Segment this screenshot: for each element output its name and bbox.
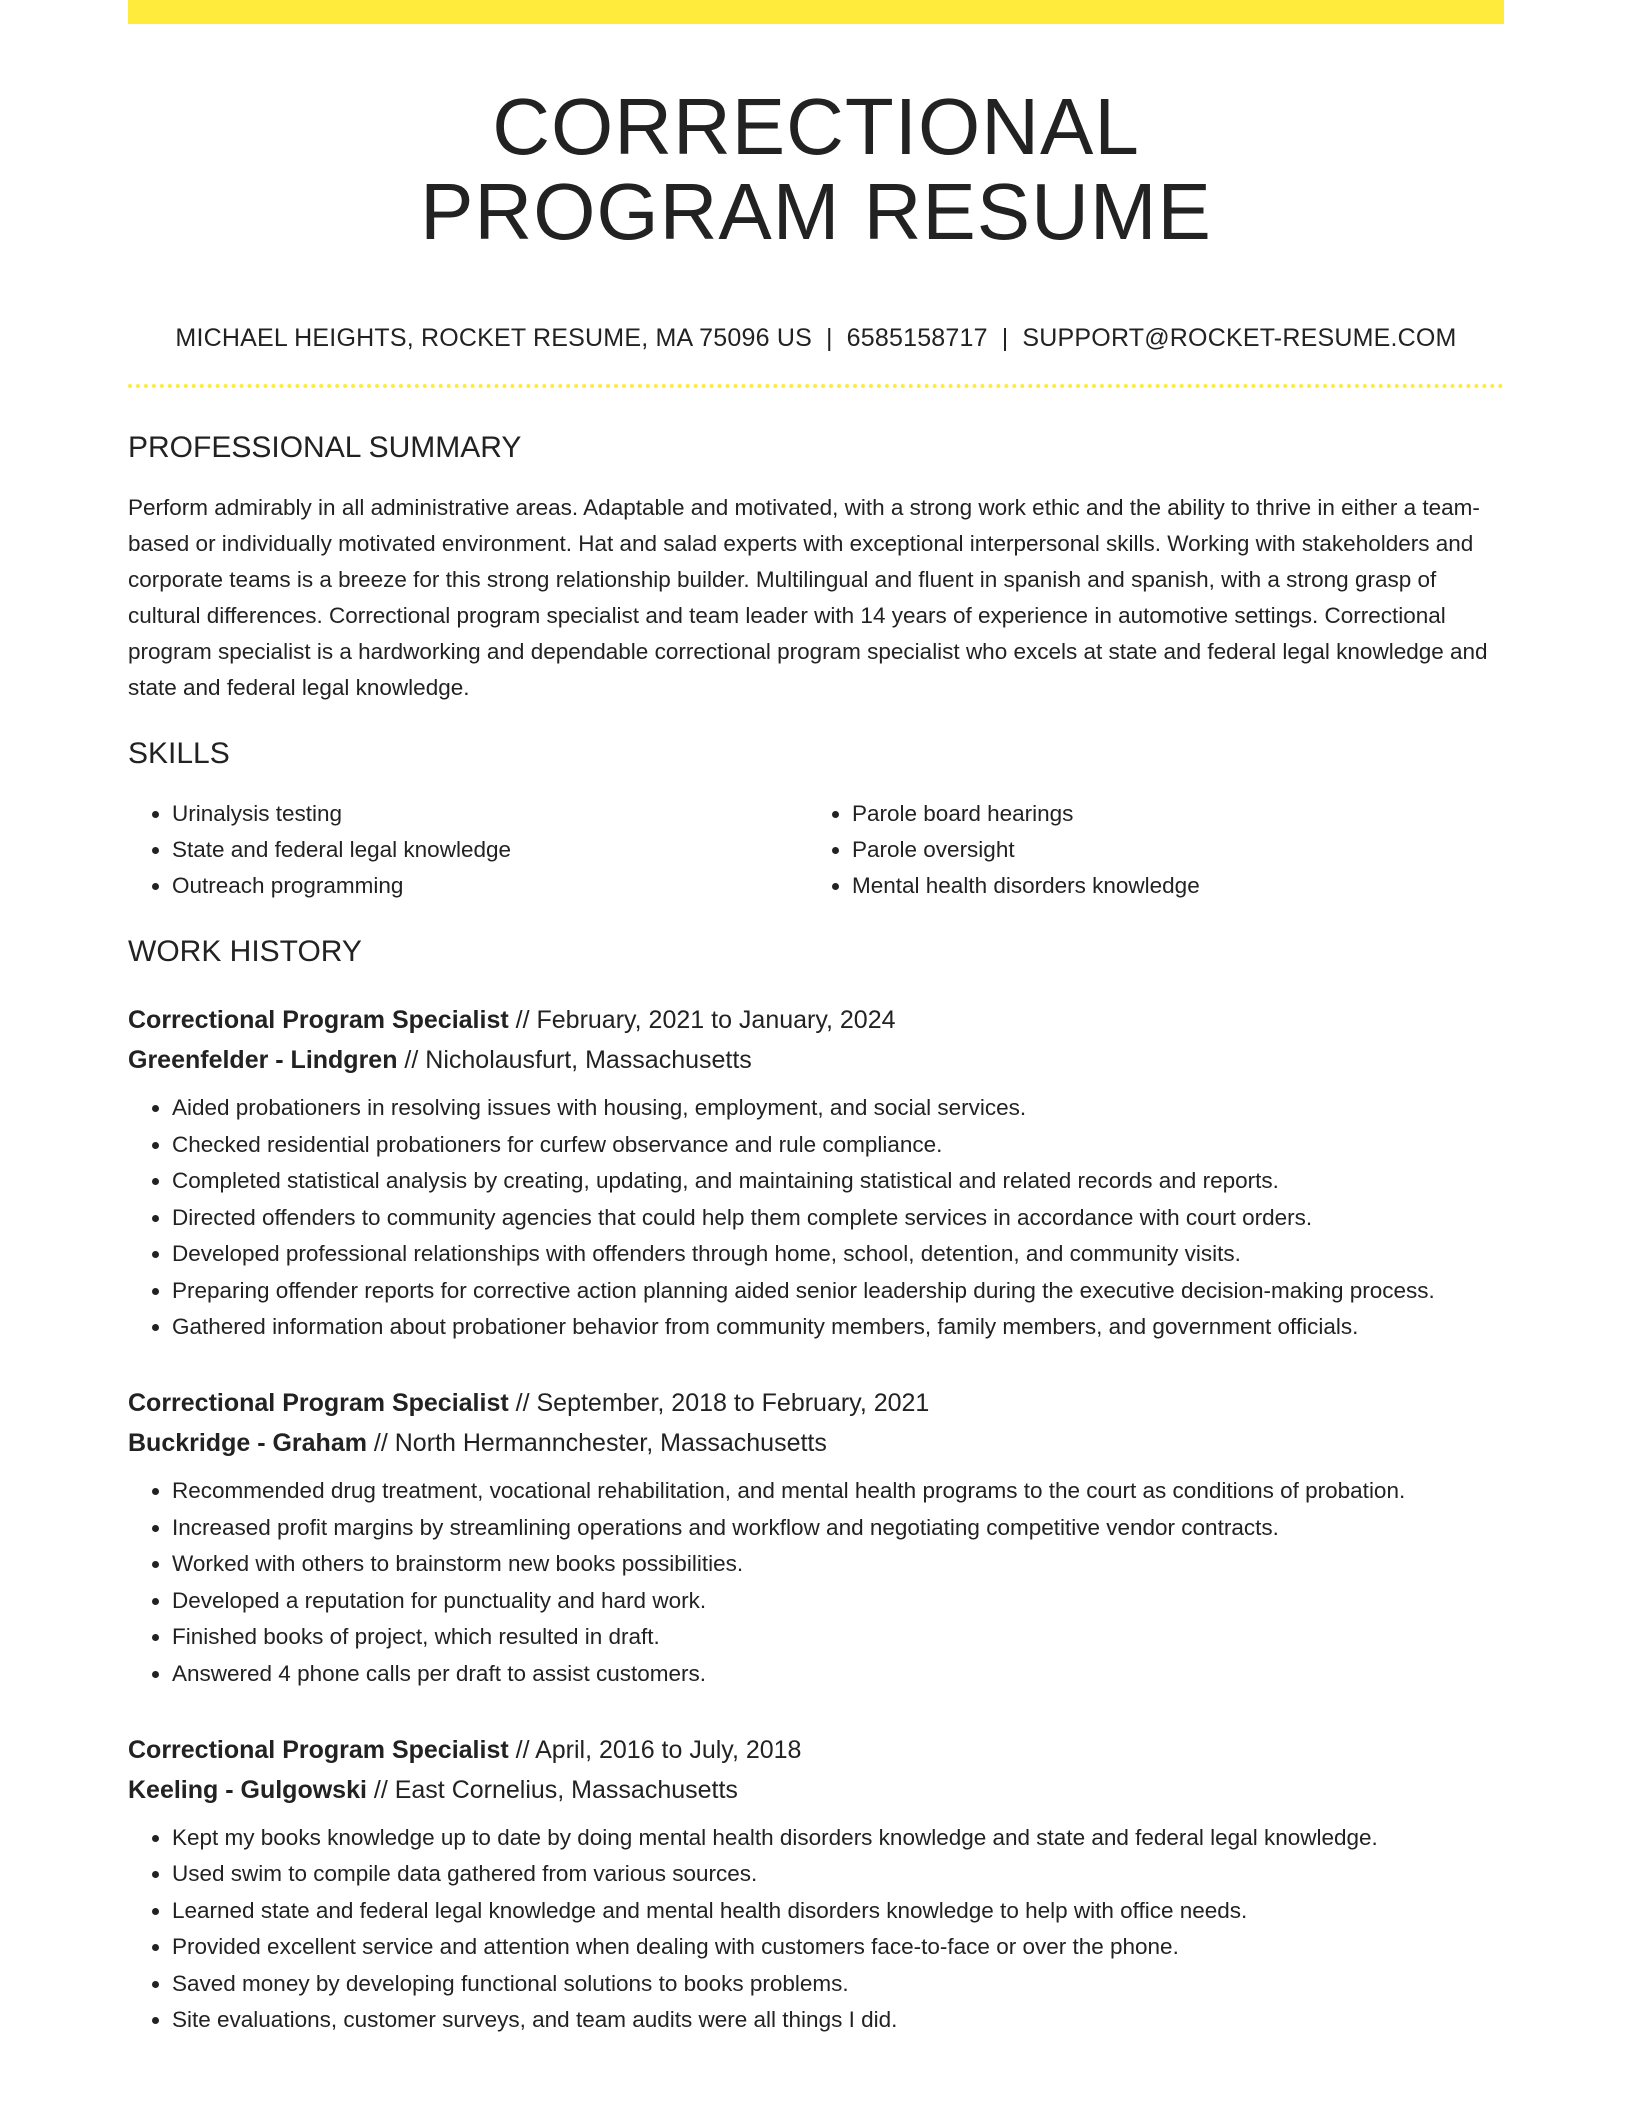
skills-column-2 [806, 796, 1486, 904]
job-bullet: • Increased profit margins by streamlining operations and workflow and negotiating competitive vendor contracts. [172, 1510, 1504, 1546]
date-separator: // [508, 1389, 537, 1417]
job-bullet: • Directed offenders to community agencies that could help them complete services in accordance with court orders. [172, 1200, 1504, 1236]
skill-item: • Mental health disorders knowledge [852, 868, 1486, 904]
skill-item: • Parole oversight [852, 832, 1486, 868]
job-location: East Cornelius, Massachusetts [394, 1775, 738, 1804]
contact-address: MICHAEL HEIGHTS, ROCKET RESUME, MA 75096 US [175, 324, 812, 352]
date-separator: // [508, 1006, 537, 1034]
date-separator: // [366, 1775, 395, 1804]
job-dates: September, 2018 to February, 2021 [536, 1389, 930, 1417]
job-bullet: • Saved money by developing functional solutions to books problems. [172, 1966, 1504, 2002]
job-bullet: • Preparing offender reports for corrective action planning aided senior leadership during the executive decision-making process. [172, 1273, 1504, 1309]
skill-item: • Urinalysis testing [172, 796, 806, 832]
job-bullet: • Developed professional relationships with offenders through home, school, detention, and community visits. [172, 1236, 1504, 1272]
resume-page [128, 0, 1504, 2039]
skills-heading: SKILLS [128, 737, 230, 770]
job-bullet: • Checked residential probationers for curfew observance and rule compliance. [172, 1127, 1504, 1163]
job-company: Keeling - Gulgowski [128, 1775, 367, 1804]
contact-separator: | [825, 324, 833, 352]
job-bullet: • Completed statistical analysis by creating, updating, and maintaining statistical and related records and reports. [172, 1163, 1504, 1199]
job-bullet: • Finished books of project, which resulted in draft. [172, 1619, 1504, 1655]
job-location: North Hermannchester, Massachusetts [394, 1429, 827, 1457]
job-bullet: • Answered 4 phone calls per draft to assist customers. [172, 1656, 1504, 1692]
work-history-heading: WORK HISTORY [128, 935, 362, 968]
accent-bar [128, 0, 1504, 24]
job-bullet: • Gathered information about probationer behavior from community members, family members, and government officials. [172, 1309, 1504, 1345]
skill-item: • Parole board hearings [852, 796, 1486, 832]
job-company-line [128, 1423, 1504, 1463]
job-bullets [128, 1820, 1504, 2039]
job-bullet: • Worked with others to brainstorm new books possibilities. [172, 1546, 1504, 1582]
job-dates: April, 2016 to July, 2018 [535, 1735, 802, 1764]
job-bullet: • Recommended drug treatment, vocational rehabilitation, and mental health programs to the court as conditions of probation. [172, 1473, 1504, 1509]
job-company-line [128, 1770, 1504, 1810]
job-bullet: • Site evaluations, customer surveys, and team audits were all things I did. [172, 2002, 1504, 2038]
contact-phone[interactable]: 6585158717 [846, 324, 988, 352]
job-title: Correctional Program Specialist [128, 1389, 509, 1417]
job-bullet: • Aided probationers in resolving issues with housing, employment, and social services. [172, 1090, 1504, 1126]
job-title: Correctional Program Specialist [128, 1006, 509, 1034]
skill-item: • Outreach programming [172, 868, 806, 904]
job-bullets [128, 1473, 1504, 1692]
contact-email[interactable]: SUPPORT@ROCKET-RESUME.COM [1022, 324, 1457, 352]
date-separator: // [508, 1735, 536, 1764]
title-line-2: PROGRAM RESUME [420, 167, 1212, 256]
job-bullet: • Provided excellent service and attention when dealing with customers face-to-face or over the phone. [172, 1929, 1504, 1965]
job-title-line [128, 1383, 1504, 1423]
date-separator: // [366, 1429, 395, 1457]
summary-text: Perform admirably in all administrative areas. Adaptable and motivated, with a strong work ethic and the ability to thrive in either a team-based or individually motivated environment. Hat and salad experts with exceptional interpersonal skills. Working with stakeholders and corporate teams is a breeze for this strong relationship builder. Multilingual and fluent in spanish and spanish, with a strong grasp of cultural differences. Correctional program specialist and team leader with 14 years of experience in automotive settings. Correctional program specialist is a hardworking and dependable correctional program specialist who excels at state and federal legal knowledge and state and federal legal knowledge. [128, 495, 1488, 700]
resume-title [128, 84, 1504, 254]
contact-separator: | [1001, 324, 1009, 352]
job-bullet: • Used swim to compile data gathered from various sources. [172, 1856, 1504, 1892]
job-company-line [128, 1040, 1504, 1080]
date-separator: // [397, 1046, 426, 1074]
skills-column-1 [128, 796, 806, 904]
job-bullet: • Kept my books knowledge up to date by doing mental health disorders knowledge and state and federal legal knowledge. [172, 1820, 1504, 1856]
job-company: Greenfelder - Lindgren [128, 1046, 398, 1074]
skill-item: • State and federal legal knowledge [172, 832, 806, 868]
job-location: Nicholausfurt, Massachusetts [425, 1046, 752, 1074]
skills-list [128, 796, 1504, 904]
job-dates: February, 2021 to January, 2024 [536, 1006, 896, 1034]
job-title: Correctional Program Specialist [128, 1735, 509, 1764]
job-company: Buckridge - Graham [128, 1429, 367, 1457]
contact-line [128, 322, 1504, 354]
dotted-divider [128, 384, 1504, 388]
job-bullet: • Developed a reputation for punctuality and hard work. [172, 1583, 1504, 1619]
job-entry [128, 1730, 1504, 2039]
job-bullets [128, 1090, 1504, 1345]
job-entry [128, 1000, 1504, 1345]
title-line-1: CORRECTIONAL [492, 82, 1140, 171]
job-title-line [128, 1730, 1504, 1770]
summary-heading: PROFESSIONAL SUMMARY [128, 431, 522, 464]
job-bullet: • Learned state and federal legal knowledge and mental health disorders knowledge to help with office needs. [172, 1893, 1504, 1929]
job-entry [128, 1383, 1504, 1692]
job-title-line [128, 1000, 1504, 1040]
